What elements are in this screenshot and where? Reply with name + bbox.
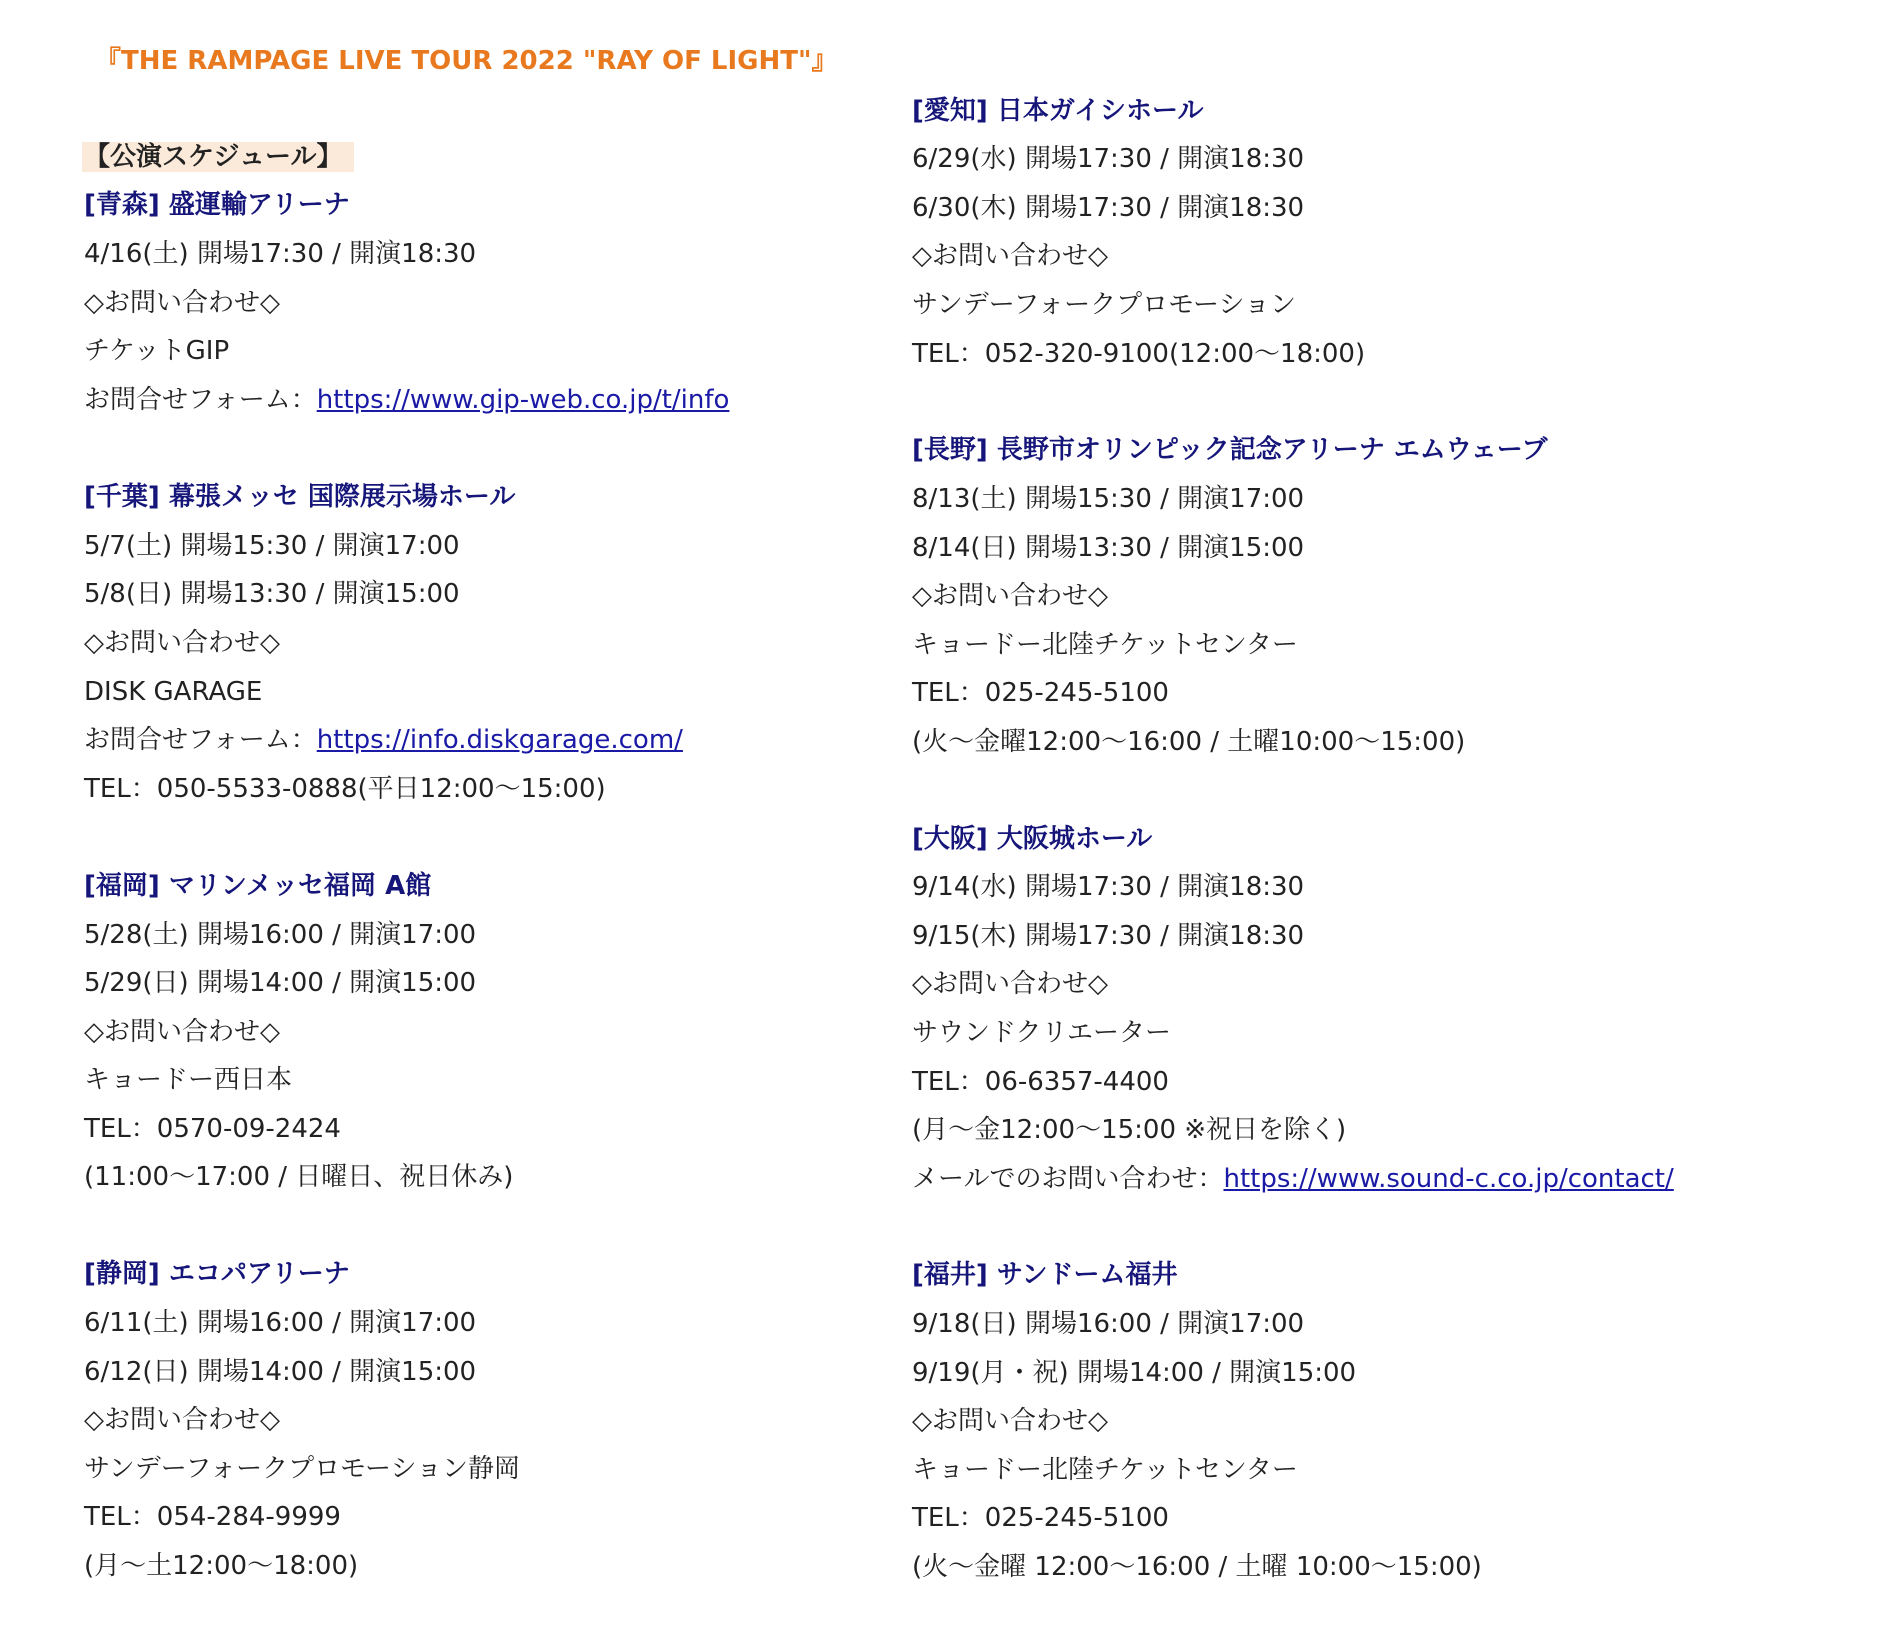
date-osaka-1: 9/14(水) 開場17:30 / 開演18:30 — [912, 872, 1305, 902]
org-fukui: キョードー北陸チケットセンター — [912, 1455, 1298, 1485]
date-chiba-2: 5/8(日) 開場13:30 / 開演15:00 — [84, 579, 460, 609]
tel-shizuoka: TEL：054-284-9999 — [84, 1502, 341, 1532]
date-fukui-2: 9/19(月・祝) 開場14:00 / 開演15:00 — [912, 1358, 1357, 1388]
date-nagano-1: 8/13(土) 開場15:30 / 開演17:00 — [912, 484, 1305, 514]
tel-aichi: TEL：052-320-9100(12:00〜18:00) — [912, 339, 1366, 369]
date-shizuoka-1: 6/11(土) 開場16:00 / 開演17:00 — [84, 1308, 477, 1338]
venue-chiba: [千葉] 幕張メッセ 国際展示場ホール — [84, 482, 516, 512]
hours-fukui: (火〜金曜 12:00〜16:00 / 土曜 10:00〜15:00) — [912, 1552, 1482, 1582]
org-shizuoka: サンデーフォークプロモーション静岡 — [84, 1454, 521, 1484]
org-osaka: サウンドクリエーター — [912, 1018, 1171, 1048]
tel-fukui: TEL：025-245-5100 — [912, 1503, 1169, 1533]
sound-c-contact-link[interactable]: https://www.sound-c.co.jp/contact/ — [1223, 1164, 1674, 1194]
date-fukuoka-2: 5/29(日) 開場14:00 / 開演15:00 — [84, 968, 477, 998]
hours-fukuoka: (11:00〜17:00 / 日曜日、祝日休み) — [84, 1162, 514, 1192]
date-nagano-2: 8/14(日) 開場13:30 / 開演15:00 — [912, 533, 1305, 563]
date-chiba-1: 5/7(土) 開場15:30 / 開演17:00 — [84, 531, 460, 561]
org-nagano: キョードー北陸チケットセンター — [912, 630, 1298, 660]
org-aichi: サンデーフォークプロモーション — [912, 290, 1297, 320]
inquiry-heading: ◇お問い合わせ◇ — [912, 1406, 1108, 1436]
form-row-chiba — [84, 723, 683, 757]
mail-row-osaka — [912, 1162, 1674, 1196]
tour-title: 『THE RAMPAGE LIVE TOUR 2022 "RAY OF LIGHT"』 — [95, 46, 838, 76]
form-label: お問合せフォーム： — [84, 385, 317, 415]
venue-aichi: [愛知] 日本ガイシホール — [912, 96, 1204, 126]
inquiry-heading: ◇お問い合わせ◇ — [912, 241, 1108, 271]
form-label: お問合せフォーム： — [84, 725, 317, 755]
venue-shizuoka: [静岡] エコパアリーナ — [84, 1259, 350, 1289]
date-aomori-1: 4/16(土) 開場17:30 / 開演18:30 — [84, 239, 477, 269]
hours-osaka: (月〜金12:00〜15:00 ※祝日を除く) — [912, 1115, 1347, 1145]
inquiry-heading: ◇お問い合わせ◇ — [912, 581, 1108, 611]
venue-fukuoka: [福岡] マリンメッセ福岡 A館 — [84, 871, 432, 901]
org-aomori: チケットGIP — [84, 336, 230, 366]
gip-form-link[interactable]: https://www.gip-web.co.jp/t/info — [316, 385, 730, 415]
venue-osaka: [大阪] 大阪城ホール — [912, 824, 1153, 854]
tel-nagano: TEL：025-245-5100 — [912, 678, 1169, 708]
venue-nagano: [長野] 長野市オリンピック記念アリーナ エムウェーブ — [912, 435, 1548, 465]
date-aichi-2: 6/30(木) 開場17:30 / 開演18:30 — [912, 193, 1305, 223]
inquiry-heading: ◇お問い合わせ◇ — [912, 969, 1108, 999]
tel-fukuoka: TEL：0570-09-2424 — [84, 1114, 341, 1144]
diskgarage-form-link[interactable]: https://info.diskgarage.com/ — [316, 725, 683, 755]
venue-aomori: [青森] 盛運輸アリーナ — [84, 190, 350, 220]
tel-chiba: TEL：050-5533-0888(平日12:00〜15:00) — [84, 774, 606, 804]
hours-shizuoka: (月〜土12:00〜18:00) — [84, 1551, 359, 1581]
inquiry-heading: ◇お問い合わせ◇ — [84, 628, 280, 658]
date-fukuoka-1: 5/28(土) 開場16:00 / 開演17:00 — [84, 920, 477, 950]
org-fukuoka: キョードー西日本 — [84, 1065, 293, 1095]
inquiry-heading: ◇お問い合わせ◇ — [84, 288, 280, 318]
date-shizuoka-2: 6/12(日) 開場14:00 / 開演15:00 — [84, 1357, 477, 1387]
venue-fukui: [福井] サンドーム福井 — [912, 1260, 1178, 1290]
date-osaka-2: 9/15(木) 開場17:30 / 開演18:30 — [912, 921, 1305, 951]
inquiry-heading: ◇お問い合わせ◇ — [84, 1017, 280, 1047]
date-aichi-1: 6/29(水) 開場17:30 / 開演18:30 — [912, 144, 1305, 174]
form-row-aomori — [84, 383, 729, 417]
tel-osaka: TEL：06-6357-4400 — [912, 1067, 1169, 1097]
mail-label: メールでのお問い合わせ： — [912, 1164, 1224, 1194]
hours-nagano: (火〜金曜12:00〜16:00 / 土曜10:00〜15:00) — [912, 727, 1466, 757]
org-chiba: DISK GARAGE — [84, 677, 263, 707]
date-fukui-1: 9/18(日) 開場16:00 / 開演17:00 — [912, 1309, 1305, 1339]
schedule-heading: 【公演スケジュール】 — [82, 142, 354, 172]
inquiry-heading: ◇お問い合わせ◇ — [84, 1405, 280, 1435]
